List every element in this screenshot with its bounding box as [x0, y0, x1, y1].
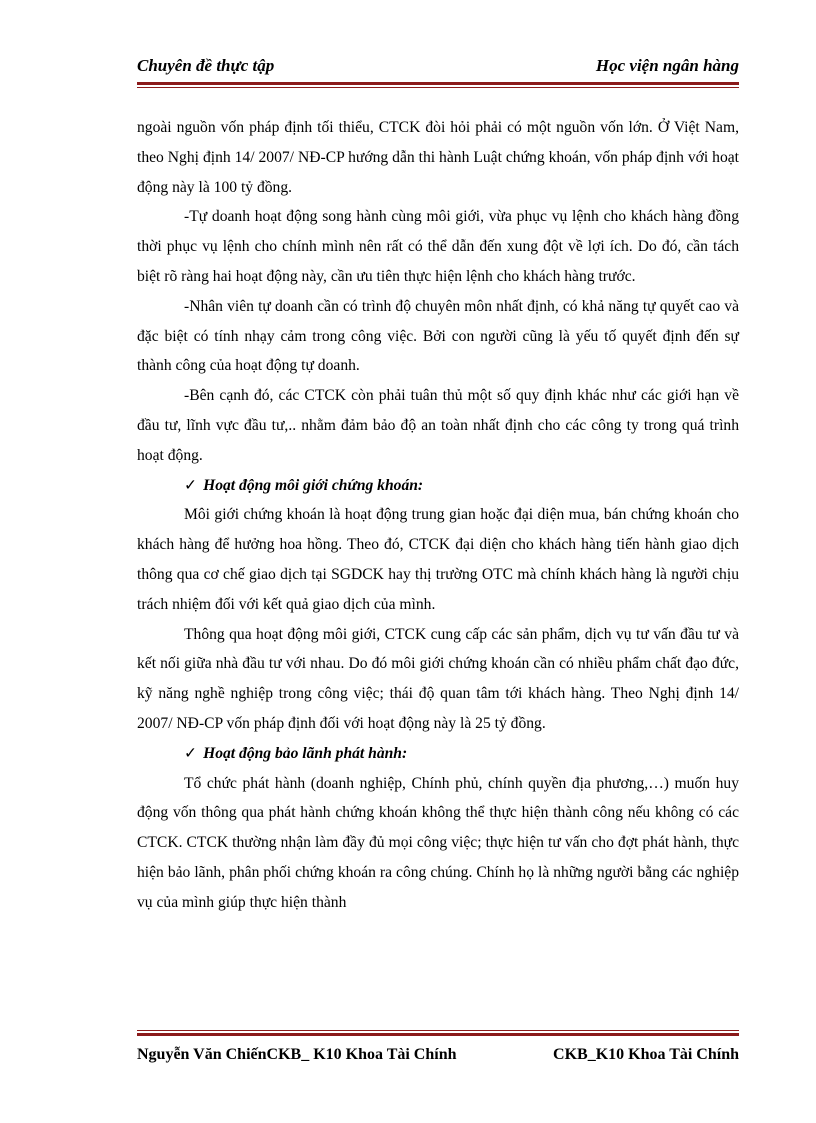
heading-text: Hoạt động môi giới chứng khoán: — [203, 476, 424, 494]
paragraph: Môi giới chứng khoán là hoạt động trung gian hoặc đại diện mua, bán chứng khoán cho khách hàng để hưởng hoa hồng. Theo đó, CTCK đại diện cho khách hàng tiến hành giao dịch thông qua cơ chế giao dịch tại SGDCK hay thị trường OTC mà chính khách hàng là người chịu trách nhiệm đối với kết quả giao dịch của mình. — [137, 506, 739, 613]
document-body — [137, 113, 739, 918]
paragraph: Thông qua hoạt động môi giới, CTCK cung cấp các sản phẩm, dịch vụ tư vấn đầu tư và kết nối giữa nhà đầu tư với nhau. Do đó môi giới chứng khoán cần có nhiều phẩm chất đạo đức, kỹ năng nghề nghiệp trong công việc; thái độ quan tâm tới khách hàng. Theo Nghị định 14/ 2007/ NĐ-CP vốn pháp định đối với hoạt động này là 25 tỷ đồng. — [137, 625, 739, 732]
section-heading-underwriting — [137, 739, 739, 769]
check-icon: ✓ — [184, 476, 198, 494]
check-icon: ✓ — [184, 744, 198, 762]
page-header — [137, 56, 739, 80]
footer-right-text: CKB_K10 Khoa Tài Chính — [553, 1046, 739, 1063]
paragraph: -Tự doanh hoạt động song hành cùng môi giới, vừa phục vụ lệnh cho khách hàng đồng thời phục vụ lệnh cho chính mình nên rất có thể dẫn đến xung đột về lợi ích. Do đó, cần tách biệt rõ ràng hai hoạt động này, cần ưu tiên thực hiện lệnh cho khách hàng trước. — [137, 208, 739, 285]
paragraph: ngoài nguồn vốn pháp định tối thiểu, CTCK đòi hỏi phải có một nguồn vốn lớn. Ở Việt Nam, theo Nghị định 14/ 2007/ NĐ-CP hướng dẫn thi hành Luật chứng khoán, vốn pháp định với hoạt động này là 100 tỷ đồng. — [137, 119, 739, 196]
paragraph: Tổ chức phát hành (doanh nghiệp, Chính phủ, chính quyền địa phương,…) muốn huy động vốn thông qua phát hành chứng khoán không thể thực hiện thành công nếu không có các CTCK. CTCK thường nhận làm đầy đủ mọi công việc; thực hiện tư vấn cho đợt phát hành, thực hiện bảo lãnh, phân phối chứng khoán ra công chúng. Chính họ là những người bằng các nghiệp vụ của mình giúp thực hiện thành — [137, 774, 739, 911]
header-right-title: Học viện ngân hàng — [595, 56, 739, 75]
footer-left-text: Nguyễn Văn ChiếnCKB_ K10 Khoa Tài Chính — [137, 1046, 457, 1063]
paragraph: -Bên cạnh đó, các CTCK còn phải tuân thủ một số quy định khác như các giới hạn về đầu tư, lĩnh vực đầu tư,.. nhằm đảm bảo độ an toàn nhất định cho các công ty trong quá trình hoạt động. — [137, 387, 739, 464]
page-footer — [137, 1046, 739, 1070]
paragraph: -Nhân viên tự doanh cần có trình độ chuyên môn nhất định, có khả năng tự quyết cao và đặc biệt có tính nhạy cảm trong công việc. Bởi con người cũng là yếu tố quyết định đến sự thành công của hoạt động tự doanh. — [137, 297, 739, 375]
heading-text: Hoạt động bảo lãnh phát hành: — [203, 744, 408, 762]
footer-rule — [137, 1030, 739, 1036]
section-heading-brokerage — [137, 471, 739, 501]
header-rule — [137, 82, 739, 88]
header-left-title: Chuyên đề thực tập — [137, 56, 275, 75]
